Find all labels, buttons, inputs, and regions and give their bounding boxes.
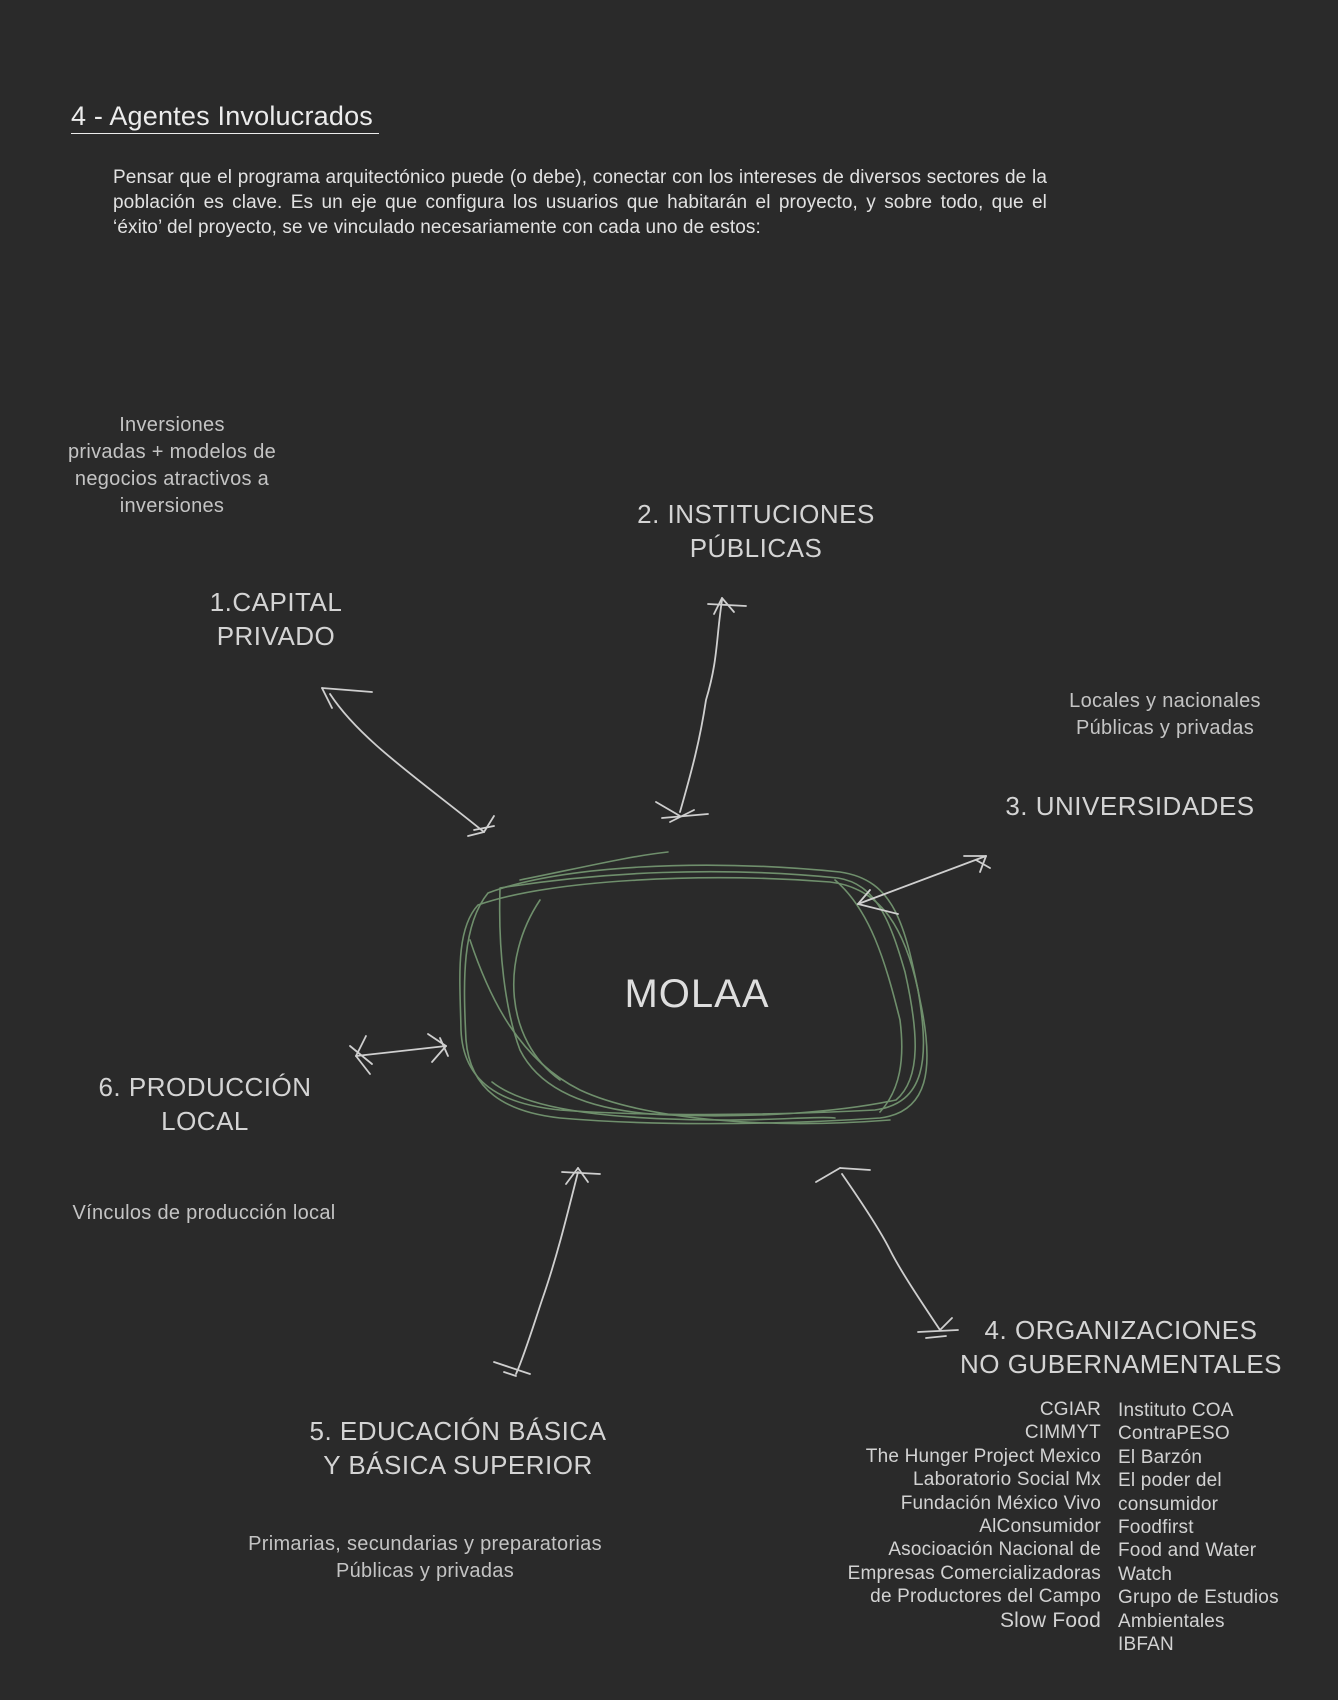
agent-description-educacion: Primarias, secundarias y preparatorias Públicas y privadas: [248, 1533, 602, 1582]
arrow-ong: [816, 1168, 958, 1338]
agent-label-ong: 4. ORGANIZACIONES NO GUBERNAMENTALES: [959, 1315, 1282, 1379]
ngo-list-item: CIMMYT: [1024, 1422, 1101, 1444]
ngo-list-item: ContraPESO: [1118, 1423, 1230, 1445]
arrow-educacion: [494, 1168, 600, 1376]
agent-description-produccion-local: Vínculos de producción local: [72, 1202, 336, 1224]
ngo-list-item: Instituto COA: [1118, 1400, 1234, 1421]
arrow-capital-privado: [322, 688, 494, 836]
ngo-list-item: Ambientales: [1118, 1610, 1225, 1632]
ngo-list-left: [741, 1398, 1101, 1632]
ngo-list-item: IBFAN: [1118, 1634, 1174, 1656]
agent-label-educacion: 5. EDUCACIÓN BÁSICA Y BÁSICA SUPERIOR: [309, 1416, 607, 1480]
ngo-list-item: Asocioación Nacional de: [888, 1539, 1101, 1561]
agent-description-universidades: Locales y nacionales Públicas y privadas: [1069, 690, 1261, 739]
agent-label-produccion-local: 6. PRODUCCIÓN LOCAL: [98, 1072, 312, 1136]
ngo-list-item: El poder del: [1118, 1470, 1222, 1492]
ngo-list-item: Grupo de Estudios: [1118, 1587, 1279, 1609]
ngo-list-item: Foodfirst: [1118, 1517, 1194, 1539]
agent-label-instituciones-publicas: 2. INSTITUCIONES PÚBLICAS: [637, 499, 875, 563]
arrow-instituciones-publicas: [656, 598, 746, 822]
agent-label-universidades: 3. UNIVERSIDADES: [1005, 791, 1255, 821]
arrow-produccion-local: [350, 1034, 448, 1074]
ngo-list-item: The Hunger Project Mexico: [865, 1445, 1101, 1467]
ngo-list-item: Empresas Comercializadoras: [847, 1562, 1101, 1584]
center-label-molaa: MOLAA: [624, 972, 770, 1016]
intro-paragraph: Pensar que el programa arquitectónico puede (o debe), conectar con los intereses de diversos sectores de la población es clave. Es un eje que configura los usuarios que habitarán el proyecto, y sobre todo, que el ‘éxito’ del proyecto, se ve vinculado necesariamente con cada uno de estos:: [113, 167, 1047, 238]
ngo-list-item: Laboratorio Social Mx: [913, 1469, 1101, 1491]
section-title: 4 - Agentes Involucrados: [71, 101, 379, 134]
ngo-list-item: CGIAR: [1039, 1399, 1101, 1420]
ngo-list-item: consumidor: [1118, 1493, 1219, 1515]
agent-label-capital-privado: 1.CAPITAL PRIVADO: [209, 587, 343, 651]
ngo-list-right: [1118, 1399, 1328, 1656]
ngo-list-item: AlConsumidor: [979, 1516, 1101, 1538]
agent-description-capital-privado: Inversiones privadas + modelos de negocios atractivos a inversiones: [67, 414, 277, 517]
ngo-list-item: El Barzón: [1118, 1446, 1203, 1468]
ngo-list-item: de Productores del Campo: [870, 1586, 1101, 1608]
ngo-list-item: Food and Water: [1118, 1540, 1257, 1562]
ngo-list-item: Slow Food: [999, 1608, 1101, 1632]
ngo-list-item: Watch: [1118, 1563, 1173, 1585]
ngo-list-item: Fundación México Vivo: [900, 1492, 1101, 1514]
